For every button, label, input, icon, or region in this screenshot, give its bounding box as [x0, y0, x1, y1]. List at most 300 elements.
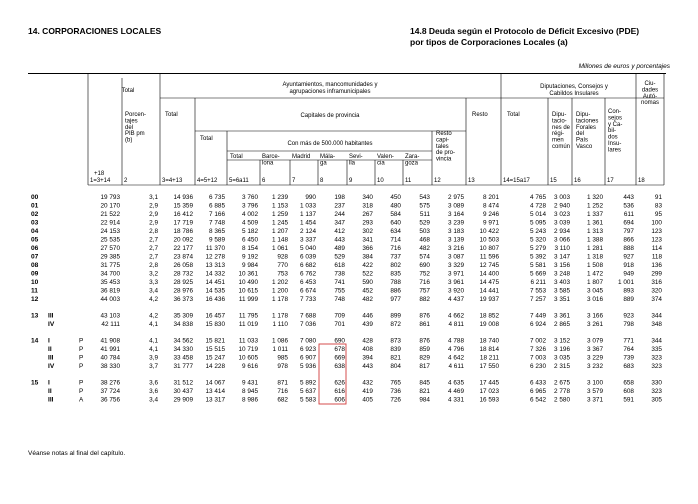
- table-cell: 3,1: [149, 194, 158, 201]
- table-cell: 3 147: [554, 253, 570, 261]
- table-cell: 37 724: [100, 388, 120, 395]
- table-cell: 4 635: [448, 379, 464, 387]
- table-cell: 17 719: [173, 219, 193, 227]
- table-cell: 408: [362, 346, 373, 353]
- table-cell: 18 852: [479, 312, 499, 320]
- table-cell: 17 023: [479, 388, 499, 395]
- colnum: 18: [638, 178, 645, 184]
- table-cell: 1 388: [587, 236, 603, 244]
- row-flag: P: [79, 337, 84, 345]
- table-cell: 443: [623, 194, 634, 201]
- table-cell: 18 786: [173, 228, 193, 235]
- table-cell: 10 490: [238, 279, 258, 286]
- table-cell: 3 003: [554, 194, 570, 201]
- table-cell: 899: [390, 312, 401, 320]
- colnum: 3=4+13: [162, 178, 183, 184]
- row-label: 12: [31, 296, 39, 303]
- table-cell: 716: [277, 388, 288, 395]
- header-dip-forales: País: [576, 137, 589, 144]
- header-total: Total: [121, 88, 135, 94]
- table-cell: 3 216: [448, 245, 464, 252]
- table-cell: 3 961: [448, 279, 464, 286]
- header-dip-regimen: común: [552, 144, 571, 150]
- table-cell: 3 796: [242, 202, 258, 210]
- table-cell: 6 453: [300, 279, 316, 286]
- table-cell: 11 019: [238, 321, 258, 328]
- row-label: 11: [31, 287, 38, 295]
- header-city: Madrid: [292, 154, 311, 160]
- table-cell: 5 581: [530, 262, 546, 269]
- table-cell: 10 361: [238, 270, 258, 278]
- header-dip-forales: taciones: [576, 118, 599, 125]
- table-cell: 34 330: [173, 346, 193, 353]
- header-dip-forales: Dipu-: [576, 112, 591, 118]
- table-cell: 34 838: [173, 321, 193, 328]
- header-city: Valen-: [377, 154, 394, 160]
- table-cell: 866: [623, 236, 634, 244]
- header-dip-forales: del: [576, 131, 585, 138]
- table-cell: 34 700: [100, 270, 120, 278]
- header-resto-capitales: tales: [436, 143, 449, 150]
- table-cell: 340: [362, 194, 373, 201]
- table-cell: 886: [390, 287, 401, 295]
- table-cell: 3 110: [554, 245, 570, 252]
- table-cell: 739: [623, 354, 634, 362]
- table-cell: 690: [419, 262, 430, 269]
- table-cell: 1 202: [272, 279, 288, 286]
- table-cell: 3 023: [554, 211, 570, 218]
- row-label: 04: [31, 228, 39, 235]
- table-cell: 3 045: [587, 287, 603, 295]
- table-cell: 6 735: [209, 194, 225, 201]
- table-cell: 83: [654, 202, 662, 210]
- table-cell: 34 562: [173, 337, 193, 345]
- table-cell: 6 923: [300, 346, 316, 353]
- table-cell: 7 748: [209, 219, 225, 227]
- table-cell: 28 732: [173, 270, 193, 278]
- table-cell: 31 777: [173, 363, 193, 370]
- header-dip-regimen: tacio-: [552, 118, 567, 125]
- table-cell: 482: [419, 245, 430, 252]
- header-consejos: y Ca-: [608, 121, 623, 128]
- table-cell: 4 765: [530, 194, 546, 201]
- table-cell: 1 361: [587, 219, 603, 227]
- table-title-line2: por tipos de Corporaciones Locales (a): [410, 37, 568, 47]
- header-porcentajes: tajes: [125, 118, 138, 125]
- table-cell: 14 441: [479, 287, 499, 295]
- table-cell: 16 457: [205, 312, 225, 320]
- table-cell: 482: [362, 296, 373, 303]
- table-cell: 237: [334, 202, 345, 210]
- table-cell: 611: [623, 211, 634, 218]
- table-cell: 888: [623, 245, 634, 252]
- table-cell: 13 317: [205, 396, 225, 404]
- colnum: 12: [434, 178, 441, 184]
- table-cell: 6 039: [300, 253, 316, 261]
- table-cell: 788: [390, 279, 401, 286]
- table-cell: 753: [277, 270, 288, 278]
- table-cell: 320: [651, 287, 662, 295]
- table-cell: 9 971: [483, 219, 499, 227]
- colnum: 2: [124, 178, 128, 184]
- table-cell: 8 986: [242, 396, 258, 404]
- table-cell: 2 778: [554, 388, 570, 395]
- table-cell: 12 745: [479, 262, 499, 269]
- table-cell: 428: [362, 337, 373, 345]
- table-cell: 28 925: [173, 279, 193, 286]
- table-cell: 3 166: [587, 312, 603, 320]
- colnum: 16: [574, 178, 581, 184]
- row-label: IV: [48, 321, 55, 328]
- table-cell: 422: [362, 262, 373, 269]
- table-cell: 30 437: [173, 388, 193, 395]
- table-cell: 984: [419, 396, 430, 404]
- table-cell: 871: [277, 379, 288, 387]
- table-cell: 95: [654, 211, 662, 218]
- table-cell: 2,7: [149, 253, 158, 261]
- table-cell: 8 201: [483, 194, 499, 201]
- row-label: III: [48, 312, 54, 320]
- header-consejos: lares: [608, 147, 622, 154]
- table-cell: 11 370: [205, 245, 225, 252]
- table-cell: 41 908: [100, 337, 120, 345]
- table-cell: 19 937: [479, 296, 499, 303]
- row-label: II: [48, 346, 52, 353]
- table-cell: 27 570: [100, 245, 120, 252]
- table-cell: 3 239: [448, 219, 464, 227]
- table-cell: 9 192: [242, 253, 258, 261]
- table-cell: 3 232: [587, 363, 603, 370]
- table-cell: 1 178: [272, 312, 288, 320]
- table-cell: 267: [362, 211, 373, 218]
- table-cell: 2 580: [554, 396, 570, 404]
- table-cell: 6 674: [300, 287, 316, 295]
- table-cell: 42 111: [101, 321, 120, 328]
- table-cell: 22 177: [173, 245, 193, 252]
- table-cell: 5 320: [530, 236, 546, 244]
- table-cell: 608: [623, 388, 634, 395]
- colnum: 1=3+14: [90, 178, 111, 184]
- header-city: cia: [377, 160, 385, 167]
- table-cell: 14 228: [205, 363, 225, 370]
- table-cell: 3,4: [149, 396, 158, 404]
- table-cell: 1 245: [272, 219, 288, 227]
- table-cell: 41 991: [100, 346, 120, 353]
- units-note: Millones de euros y porcentajes: [578, 63, 670, 70]
- table-cell: 3 183: [448, 228, 464, 235]
- table-cell: 2 675: [554, 379, 570, 387]
- header-city: ga: [320, 160, 327, 167]
- table-cell: 3 079: [587, 337, 603, 345]
- table-cell: 4 002: [242, 211, 258, 218]
- row-label: 10: [31, 279, 39, 286]
- table-cell: 741: [334, 279, 345, 286]
- table-cell: 3 760: [242, 194, 258, 201]
- table-cell: 2,9: [149, 219, 158, 227]
- table-cell: 536: [623, 202, 634, 210]
- highlight-box: [319, 344, 346, 404]
- table-cell: 690: [334, 337, 345, 345]
- table-cell: 752: [419, 270, 430, 278]
- table-cell: 2 315: [554, 363, 570, 370]
- table-cell: 839: [390, 346, 401, 353]
- table-cell: 658: [623, 379, 634, 387]
- row-label: 14: [31, 337, 39, 345]
- table-cell: 468: [419, 236, 430, 244]
- table-cell: 35 309: [173, 312, 193, 320]
- table-cell: 7 326: [530, 346, 546, 353]
- table-cell: 1 137: [300, 211, 316, 218]
- table-cell: 4 728: [530, 202, 546, 210]
- table-cell: 770: [277, 262, 288, 269]
- table-cell: 7 449: [530, 312, 546, 320]
- table-cell: 726: [390, 396, 401, 404]
- table-cell: 1 001: [618, 279, 634, 286]
- table-cell: 14 936: [173, 194, 193, 201]
- header-mas500: Con más de 500.000 habitantes: [287, 141, 373, 147]
- table-cell: 709: [334, 312, 345, 320]
- table-cell: 736: [390, 388, 401, 395]
- header-consejos: bil-: [608, 128, 617, 135]
- table-cell: 7 036: [300, 321, 316, 328]
- table-cell: 3 164: [448, 211, 464, 218]
- table-cell: 1 807: [587, 279, 603, 286]
- colnum: 11: [405, 178, 412, 184]
- table-cell: 682: [277, 396, 288, 404]
- table-cell: 3 196: [554, 346, 570, 353]
- row-label: 00: [31, 194, 39, 201]
- table-cell: 634: [390, 228, 401, 235]
- chapter-title: 14. CORPORACIONES LOCALES: [28, 26, 162, 36]
- table-cell: 3 329: [448, 262, 464, 269]
- table-cell: 977: [390, 296, 401, 303]
- table-cell: 293: [362, 219, 373, 227]
- table-cell: 16 593: [479, 396, 499, 404]
- table-cell: 574: [419, 253, 430, 261]
- row-label: 02: [31, 211, 39, 218]
- table-cell: 872: [390, 321, 401, 328]
- table-cell: 4,1: [149, 346, 158, 353]
- header-porcentajes: del: [125, 124, 134, 131]
- table-cell: 4,2: [149, 312, 158, 320]
- table-cell: 3,3: [149, 279, 158, 286]
- table-cell: 5 892: [300, 379, 316, 387]
- table-cell: 36 756: [100, 396, 120, 404]
- header-ciudades: dades: [641, 87, 659, 94]
- table-cell: 3 361: [554, 312, 570, 320]
- table-cell: 23 874: [173, 253, 193, 261]
- table-cell: 123: [651, 228, 662, 235]
- table-cell: 1 011: [272, 346, 288, 353]
- table-cell: 36 819: [100, 287, 120, 295]
- table-cell: 716: [419, 279, 430, 286]
- table-cell: 7 002: [530, 337, 546, 345]
- table-cell: 1 281: [587, 245, 603, 252]
- table-cell: 20 092: [173, 236, 193, 244]
- table-cell: 1 472: [587, 270, 603, 278]
- table-cell: 3 139: [448, 236, 464, 244]
- table-cell: 374: [651, 296, 662, 303]
- table-cell: 316: [651, 279, 662, 286]
- table-cell: 9 616: [242, 363, 258, 370]
- table-cell: 529: [334, 253, 345, 261]
- table-cell: 748: [334, 296, 345, 303]
- table-cell: 432: [362, 379, 373, 387]
- header-city: Mála-: [320, 154, 336, 160]
- table-cell: 1 207: [272, 228, 288, 235]
- table-cell: 452: [362, 287, 373, 295]
- table-cell: 15 247: [205, 354, 225, 362]
- table-cell: 3,2: [149, 270, 158, 278]
- table-cell: 889: [623, 296, 634, 303]
- table-cell: 3 089: [448, 202, 464, 210]
- table-cell: 136: [651, 262, 662, 269]
- table-cell: 6 762: [300, 270, 316, 278]
- table-cell: 6 542: [530, 396, 546, 404]
- table-cell: 616: [334, 388, 345, 395]
- table-cell: 305: [651, 396, 662, 404]
- table-cell: 40 784: [100, 354, 120, 362]
- table-cell: 114: [651, 245, 662, 252]
- colnum: 14=15a17: [503, 178, 530, 184]
- table-cell: 446: [362, 312, 373, 320]
- table-cell: 716: [390, 245, 401, 252]
- table-cell: 1 061: [272, 245, 288, 252]
- table-cell: 335: [651, 346, 662, 353]
- row-label: III: [48, 396, 54, 404]
- table-cell: 4 469: [448, 388, 464, 395]
- table-cell: 6 924: [530, 321, 546, 328]
- header-city: Zara-: [405, 154, 420, 160]
- table-cell: 5 936: [300, 363, 316, 370]
- table-cell: 344: [651, 312, 662, 320]
- table-cell: 2,8: [149, 262, 158, 269]
- table-cell: 394: [362, 354, 373, 362]
- header-consejos: sejos: [608, 115, 623, 122]
- header-resto-capitales: de pro-: [436, 150, 456, 157]
- table-cell: 323: [651, 388, 662, 395]
- table-cell: 2 934: [554, 228, 570, 235]
- table-cell: 7 733: [300, 296, 316, 303]
- table-cell: 344: [651, 337, 662, 345]
- table-cell: 861: [419, 321, 430, 328]
- colnum: 10: [377, 178, 384, 184]
- table-cell: 2,7: [149, 236, 158, 244]
- table-cell: 443: [334, 236, 345, 244]
- table-cell: 11 596: [479, 253, 499, 261]
- header-dip-regimen: régi-: [552, 131, 565, 138]
- table-cell: 511: [419, 211, 430, 218]
- table-cell: 1 153: [272, 202, 288, 210]
- table-cell: 9 984: [242, 262, 258, 269]
- table-cell: 8 154: [242, 245, 258, 252]
- header-resto-capitales: capi-: [436, 137, 450, 144]
- table-cell: 17 550: [479, 363, 499, 370]
- table-cell: 990: [305, 194, 316, 201]
- table-cell: 1 337: [587, 211, 603, 218]
- table-cell: 1 252: [587, 202, 603, 210]
- table-cell: 3 152: [554, 337, 570, 345]
- table-cell: 384: [362, 253, 373, 261]
- table-cell: 3 016: [587, 296, 603, 303]
- header-m-total: Total: [230, 154, 243, 160]
- table-cell: 9 246: [483, 211, 499, 218]
- row-flag: P: [79, 346, 84, 353]
- table-cell: 978: [277, 363, 288, 370]
- table-cell: 5 095: [530, 219, 546, 227]
- table-cell: 3 248: [554, 270, 570, 278]
- table-cell: 522: [362, 270, 373, 278]
- table-cell: 5 669: [530, 270, 546, 278]
- table-cell: 4,2: [149, 296, 158, 303]
- table-cell: 8 365: [209, 228, 225, 235]
- table-cell: 5 182: [242, 228, 258, 235]
- table-cell: 2 124: [300, 228, 316, 235]
- row-label: 09: [31, 270, 39, 278]
- colnum: 5=6a11: [229, 178, 249, 184]
- table-cell: 2 940: [554, 202, 570, 210]
- table-cell: 575: [419, 202, 430, 210]
- table-cell: 15 821: [205, 337, 225, 345]
- table-cell: 928: [277, 253, 288, 261]
- table-cell: 638: [334, 363, 345, 370]
- table-cell: 529: [419, 219, 430, 227]
- table-cell: 26 058: [173, 262, 193, 269]
- table-cell: 36 373: [173, 296, 193, 303]
- table-cell: 797: [623, 228, 634, 235]
- table-cell: 985: [277, 354, 288, 362]
- row-label: 06: [31, 245, 39, 252]
- header-city: lla: [349, 160, 356, 167]
- table-cell: 405: [362, 396, 373, 404]
- table-cell: 1 313: [587, 228, 603, 235]
- table-cell: 7 003: [530, 354, 546, 362]
- table-cell: 3,4: [149, 287, 158, 295]
- table-cell: 35 453: [100, 279, 120, 286]
- table-cell: 1 110: [272, 321, 288, 328]
- table-cell: 821: [390, 354, 401, 362]
- header-porcentajes: PIB pm: [125, 131, 145, 138]
- table-cell: 6 433: [530, 379, 546, 387]
- table-cell: 11 999: [238, 296, 258, 303]
- row-label: 01: [31, 202, 39, 210]
- table-cell: 323: [651, 363, 662, 370]
- table-cell: 16 412: [173, 211, 193, 218]
- table-cell: 3 337: [300, 236, 316, 244]
- header-porcentajes: Porcen-: [125, 112, 147, 118]
- table-cell: 6 885: [209, 202, 225, 210]
- table-cell: 15 515: [205, 346, 225, 353]
- table-cell: 19 793: [100, 194, 120, 201]
- table-cell: 118: [651, 253, 662, 261]
- table-cell: 3 261: [587, 321, 603, 328]
- table-cell: 845: [419, 379, 430, 387]
- table-cell: 927: [623, 253, 634, 261]
- table-cell: 3,6: [149, 388, 158, 395]
- row-label: II: [48, 388, 52, 395]
- footnote: Véanse notas al final del capítulo.: [28, 450, 126, 457]
- table-cell: 20 170: [100, 202, 120, 210]
- table-cell: 9 589: [209, 236, 225, 244]
- table-cell: 9 431: [242, 379, 258, 387]
- table-cell: 38 276: [100, 379, 120, 387]
- header-ciudades: Ciu-: [644, 81, 656, 87]
- table-cell: 480: [390, 202, 401, 210]
- row-label: IV: [48, 363, 55, 370]
- table-cell: 798: [623, 321, 634, 328]
- table-cell: 38 330: [100, 363, 120, 370]
- table-cell: 5 637: [300, 388, 316, 395]
